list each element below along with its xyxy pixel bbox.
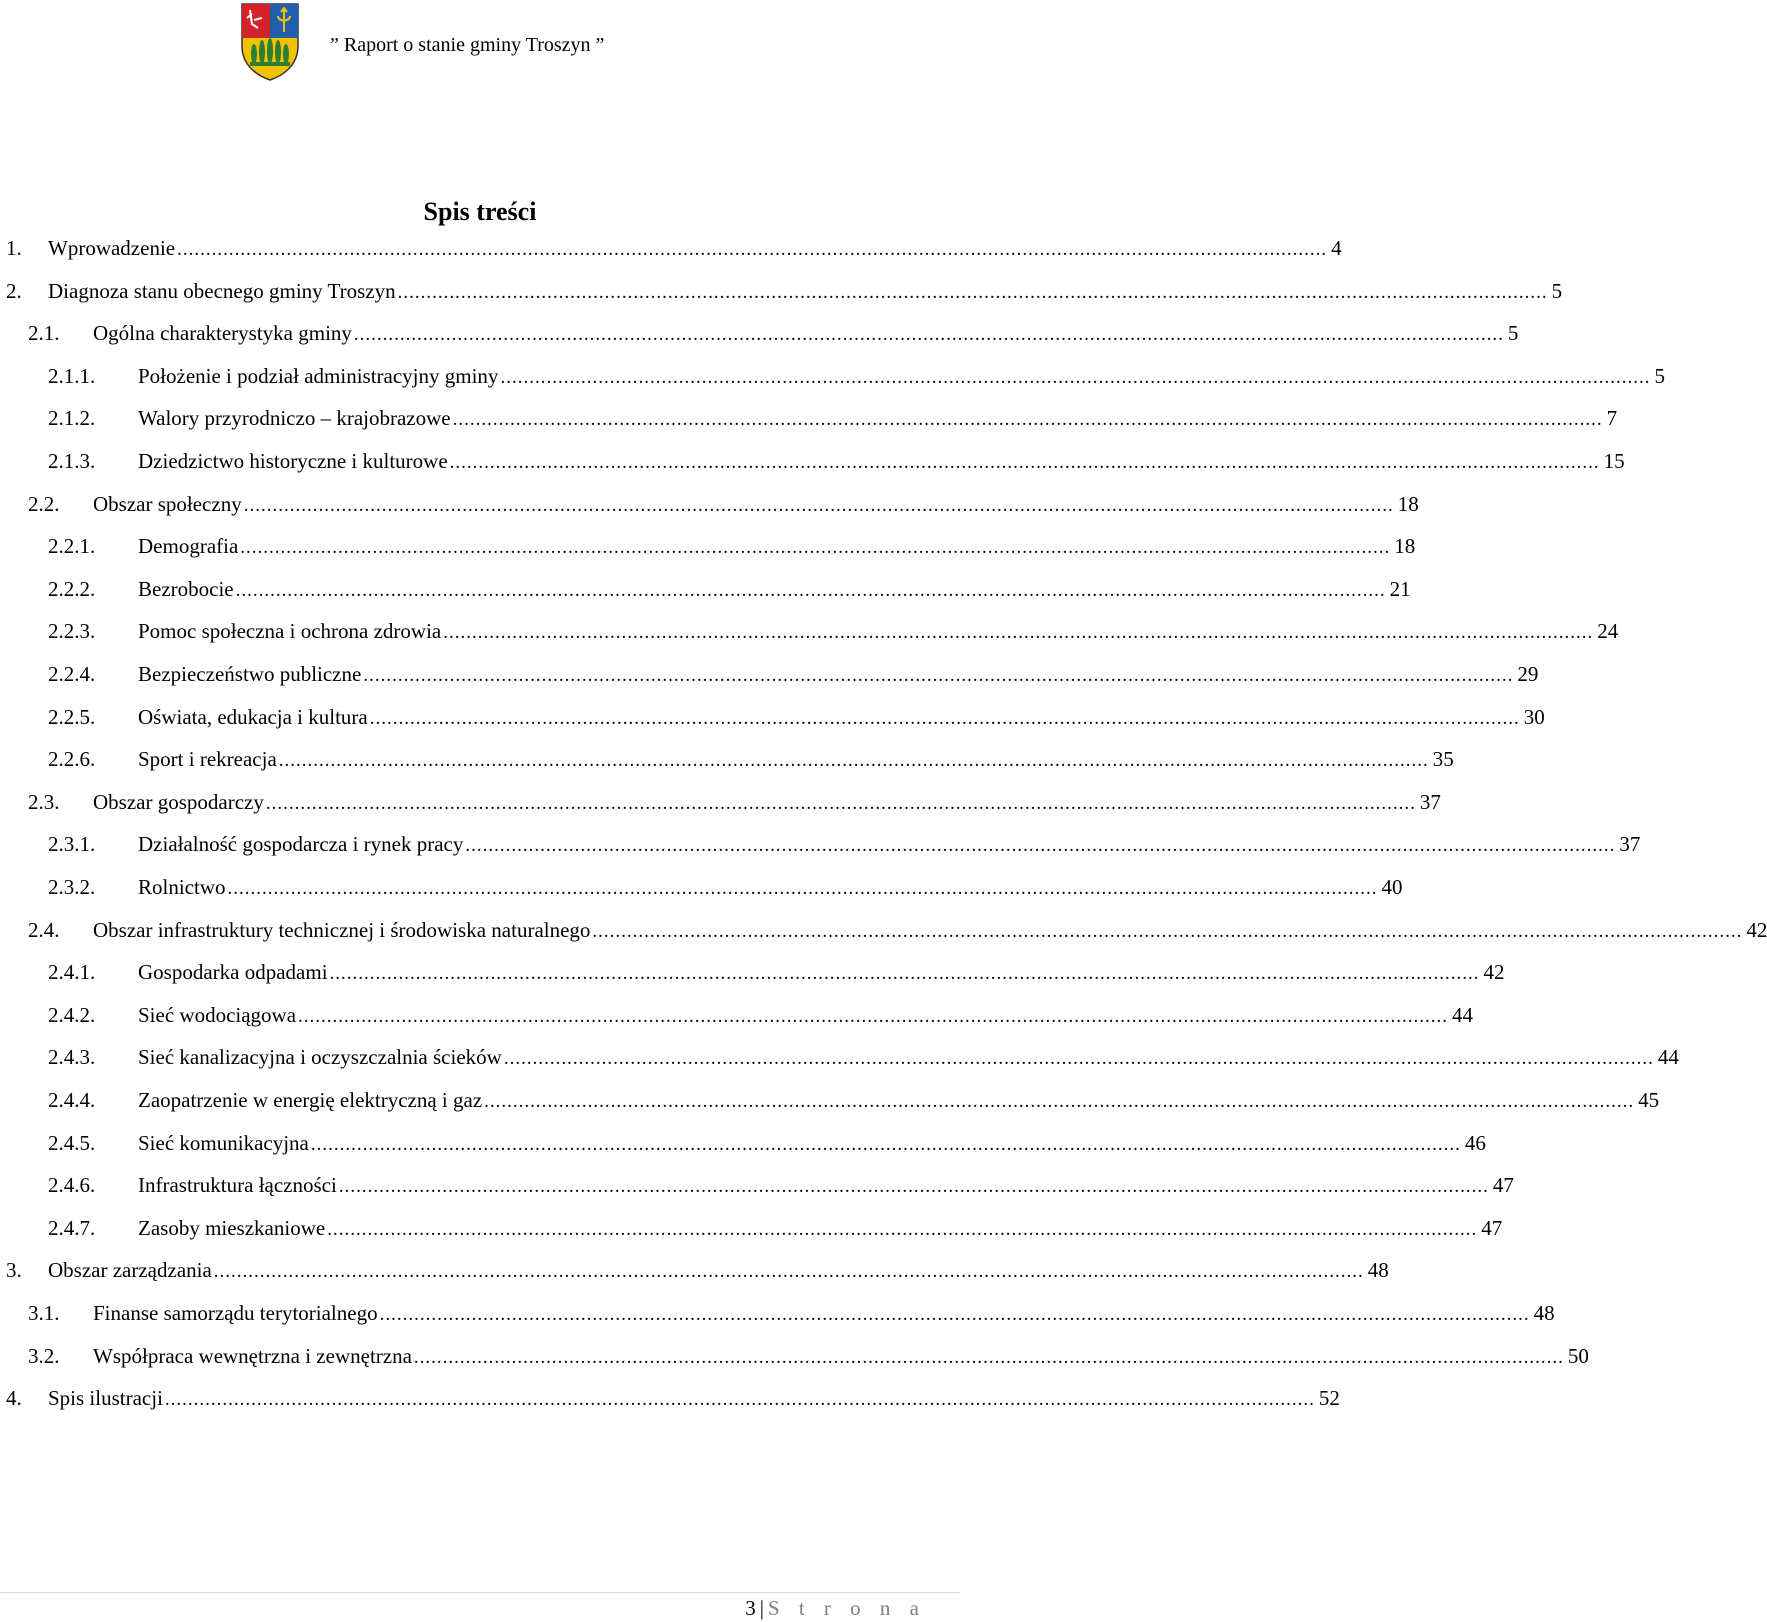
toc-entry-number: 1. (6, 236, 22, 260)
toc-entry-title[interactable]: Wprowadzenie (48, 233, 177, 263)
toc-entry-title[interactable]: Ogólna charakterystyka gminy (93, 318, 354, 348)
toc-leader-dots: ........................................................................................................................................................................................................ (327, 1218, 1478, 1240)
toc-entry-number: 2.4.4. (48, 1088, 96, 1112)
toc-entry-number: 2.2.3. (48, 619, 96, 644)
toc-entry[interactable] (0, 403, 1618, 433)
toc-entry-title[interactable]: Bezrobocie (138, 574, 236, 604)
toc-entry-page[interactable]: 7 (1603, 403, 1618, 433)
toc-entry-title[interactable]: Infrastruktura łączności (138, 1170, 339, 1200)
toc-entry-number: 2.4.5. (48, 1130, 96, 1155)
toc-entry-title[interactable]: Oświata, edukacja i kultura (138, 702, 370, 732)
toc-entry-title[interactable]: Walory przyrodniczo – krajobrazowe (138, 403, 453, 433)
toc-entry-page[interactable]: 15 (1600, 446, 1625, 476)
toc-entry-number: 2.1. (28, 321, 60, 346)
toc-entry-number: 3. (6, 1258, 22, 1283)
toc-entry-number: 2.3.2. (48, 875, 96, 899)
toc-entry[interactable] (0, 659, 1539, 689)
toc-entry[interactable] (0, 829, 1641, 859)
toc-entry-title[interactable]: Sieć komunikacyjna (138, 1128, 311, 1158)
toc-entry-number: 2.2.4. (48, 662, 96, 686)
toc-entry-number: 2.1.3. (48, 449, 96, 473)
toc-entry-page[interactable]: 50 (1564, 1341, 1589, 1371)
toc-entry-title[interactable]: Pomoc społeczna i ochrona zdrowia (138, 616, 443, 646)
toc-entry[interactable] (0, 1255, 1389, 1285)
toc-entry-title[interactable]: Finanse samorządu terytorialnego (93, 1298, 380, 1328)
toc-entry-number: 2.4.6. (48, 1173, 96, 1198)
toc-entry-title[interactable]: Działalność gospodarcza i rynek pracy (138, 829, 465, 859)
toc-entry-title[interactable]: Zaopatrzenie w energię elektryczną i gaz (138, 1085, 484, 1115)
toc-entry-number: 2. (6, 278, 22, 303)
toc-leader-dots: ........................................................................................................................................................................................................ (177, 239, 1328, 260)
toc-leader-dots: ........................................................................................................................................................................................................ (449, 452, 1600, 473)
toc-heading: Spis treści (423, 197, 537, 226)
toc-entry[interactable] (0, 1341, 1589, 1371)
toc-entry[interactable] (0, 233, 1342, 263)
toc-leader-dots: ........................................................................................................................................................................................................ (235, 579, 1386, 601)
toc-entry[interactable] (0, 531, 1416, 561)
toc-leader-dots: ........................................................................................................................................................................................................ (278, 750, 1429, 772)
toc-entry-title[interactable]: Bezpieczeństwo publiczne (138, 659, 363, 689)
toc-leader-dots: ........................................................................................................................................................................................................ (338, 1176, 1489, 1198)
toc-entry[interactable] (0, 915, 1767, 945)
toc-entry-title[interactable]: Diagnoza stanu obecnego gminy Troszyn (48, 276, 398, 306)
page-header (0, 0, 960, 100)
toc-leader-dots: ........................................................................................................................................................................................................ (363, 665, 1514, 686)
toc-entry[interactable] (0, 1170, 1514, 1200)
toc-entry-page[interactable]: 18 (1390, 531, 1415, 561)
toc-entry[interactable] (0, 1085, 1660, 1115)
toc-entry-page[interactable]: 47 (1477, 1213, 1502, 1243)
toc-entry[interactable] (0, 489, 1419, 519)
toc-entry-page[interactable]: 18 (1394, 489, 1419, 519)
toc-entry-page[interactable]: 4 (1327, 233, 1342, 263)
toc-entry-number: 2.2.6. (48, 747, 96, 772)
toc-entry-title[interactable]: Obszar gospodarczy (93, 787, 266, 817)
toc-entry-page[interactable]: 5 (1650, 361, 1665, 391)
toc-entry-number: 2.2.1. (48, 534, 96, 559)
toc-entry-page[interactable]: 42 (1742, 915, 1767, 945)
toc-leader-dots: ........................................................................................................................................................................................................ (310, 1133, 1461, 1155)
toc-entry-title[interactable]: Obszar infrastruktury technicznej i środowiska naturalnego (93, 915, 592, 945)
page-number: 3 (745, 1596, 756, 1620)
toc-entry-page[interactable]: 35 (1429, 744, 1454, 774)
toc-entry[interactable] (0, 1000, 1474, 1030)
toc-leader-dots: ........................................................................................................................................................................................................ (500, 366, 1651, 388)
coat-of-arms-icon (238, 2, 302, 82)
toc-entry-page[interactable]: 48 (1364, 1255, 1389, 1285)
toc-entry-number: 4. (6, 1386, 22, 1411)
toc-entry-page[interactable]: 45 (1634, 1085, 1659, 1115)
toc-entry[interactable] (0, 318, 1519, 348)
toc-entry[interactable] (0, 1213, 1503, 1243)
toc-entry-number: 2.1.1. (48, 363, 96, 388)
toc-leader-dots: ........................................................................................................................................................................................................ (329, 963, 1480, 985)
toc-leader-dots: ........................................................................................................................................................................................................ (592, 920, 1743, 942)
toc-entry-title[interactable]: Położenie i podział administracyjny gminy (138, 361, 500, 391)
toc-leader-dots: ........................................................................................................................................................................................................ (243, 494, 1394, 516)
toc-leader-dots: ........................................................................................................................................................................................................ (213, 1261, 1364, 1283)
toc-leader-dots: ........................................................................................................................................................................................................ (397, 281, 1548, 303)
toc-entry-title[interactable]: Zasoby mieszkaniowe (138, 1213, 327, 1243)
toc-entry-page[interactable]: 46 (1461, 1128, 1486, 1158)
toc-entry-title[interactable]: Dziedzictwo historyczne i kulturowe (138, 446, 450, 476)
page-word: S t r o n a (767, 1596, 926, 1620)
toc-leader-dots: ........................................................................................................................................................................................................ (379, 1304, 1530, 1325)
toc-entry-title[interactable]: Sieć kanalizacyjna i oczyszczalnia ścieków (138, 1042, 504, 1072)
toc-entry[interactable] (0, 1042, 1679, 1072)
toc-entry-page[interactable]: 42 (1480, 957, 1505, 987)
toc-leader-dots: ........................................................................................................................................................................................................ (164, 1389, 1315, 1411)
toc-entry-title[interactable]: Współpraca wewnętrzna i zewnętrzna (93, 1341, 414, 1371)
footer-separator: | (759, 1596, 764, 1620)
toc-entry-number: 2.1.2. (48, 406, 96, 431)
toc-entry-number: 2.3. (28, 789, 60, 814)
toc-entry-page[interactable]: 21 (1386, 574, 1411, 604)
toc-leader-dots: ........................................................................................................................................................................................................ (484, 1091, 1635, 1112)
toc-entry-title[interactable]: Sport i rekreacja (138, 744, 279, 774)
document-header-title: ” Raport o stanie gminy Troszyn ” (330, 34, 605, 56)
toc-entry[interactable] (0, 616, 1619, 646)
toc-entry-title[interactable]: Gospodarka odpadami (138, 957, 330, 987)
toc-entry[interactable] (0, 1383, 1340, 1413)
toc-leader-dots: ........................................................................................................................................................................................................ (369, 707, 1520, 729)
toc-leader-dots: ........................................................................................................................................................................................................ (265, 792, 1416, 814)
toc-entry-title[interactable]: Obszar społeczny (93, 489, 244, 519)
toc-entry-title[interactable]: Spis ilustracji (48, 1383, 165, 1413)
toc-entry[interactable] (0, 744, 1454, 774)
toc-entry-number: 2.4.3. (48, 1045, 96, 1070)
toc-entry[interactable] (0, 446, 1625, 476)
toc-leader-dots: ........................................................................................................................................................................................................ (465, 835, 1616, 857)
toc-leader-dots: ........................................................................................................................................................................................................ (353, 324, 1504, 346)
toc-entry-number: 2.3.1. (48, 832, 96, 857)
toc-entry-number: 3.2. (28, 1343, 60, 1368)
toc-leader-dots: ........................................................................................................................................................................................................ (452, 409, 1603, 431)
toc-entry-number: 2.4.2. (48, 1002, 96, 1027)
toc-entry-page[interactable]: 52 (1315, 1383, 1340, 1413)
page-footer (745, 1596, 926, 1621)
toc-entry-title[interactable]: Demografia (138, 531, 240, 561)
toc-entry[interactable] (0, 1128, 1486, 1158)
toc-entry-page[interactable]: 29 (1513, 659, 1538, 689)
toc-entry-title[interactable]: Obszar zarządzania (48, 1255, 214, 1285)
toc-entry-page[interactable]: 44 (1654, 1042, 1679, 1072)
toc-entry-page[interactable]: 40 (1378, 872, 1403, 902)
toc-entry[interactable] (0, 361, 1665, 391)
toc-entry-page[interactable]: 5 (1548, 276, 1563, 306)
toc-entry-page[interactable]: 30 (1520, 702, 1545, 732)
toc-entry[interactable] (0, 574, 1411, 604)
toc-leader-dots: ........................................................................................................................................................................................................ (240, 537, 1391, 559)
toc-leader-dots: ........................................................................................................................................................................................................ (413, 1346, 1564, 1368)
toc-entry-title[interactable]: Sieć wodociągowa (138, 1000, 298, 1030)
toc-entry-number: 2.4.1. (48, 960, 96, 985)
toc-entry[interactable] (0, 276, 1563, 306)
toc-leader-dots: ........................................................................................................................................................................................................ (227, 878, 1378, 899)
toc-entry-page[interactable]: 47 (1489, 1170, 1514, 1200)
toc-entry-title[interactable]: Rolnictwo (138, 872, 228, 902)
toc-entry[interactable] (0, 957, 1505, 987)
toc-entry[interactable] (0, 787, 1441, 817)
footer-divider (0, 1592, 960, 1593)
toc-entry-page[interactable]: 44 (1448, 1000, 1473, 1030)
toc-entry-number: 2.4.7. (48, 1215, 96, 1240)
toc-entry-number: 2.2.2. (48, 576, 96, 601)
toc-entry-page[interactable]: 5 (1504, 318, 1519, 348)
toc-entry-page[interactable]: 37 (1615, 829, 1640, 859)
toc-leader-dots: ........................................................................................................................................................................................................ (298, 1005, 1449, 1027)
toc-leader-dots: ........................................................................................................................................................................................................ (443, 622, 1594, 644)
toc-entry-number: 2.2. (28, 491, 60, 516)
toc-leader-dots: ........................................................................................................................................................................................................ (503, 1048, 1654, 1070)
toc-entry-page[interactable]: 24 (1593, 616, 1618, 646)
toc-entry-number: 2.4. (28, 917, 60, 942)
toc-entry[interactable] (0, 872, 1403, 902)
toc-entry[interactable] (0, 1298, 1555, 1328)
toc-entry-number: 2.2.5. (48, 704, 96, 729)
toc-entry-page[interactable]: 48 (1530, 1298, 1555, 1328)
toc-entry-number: 3.1. (28, 1301, 60, 1325)
toc-entry-page[interactable]: 37 (1416, 787, 1441, 817)
toc-entry[interactable] (0, 702, 1545, 732)
